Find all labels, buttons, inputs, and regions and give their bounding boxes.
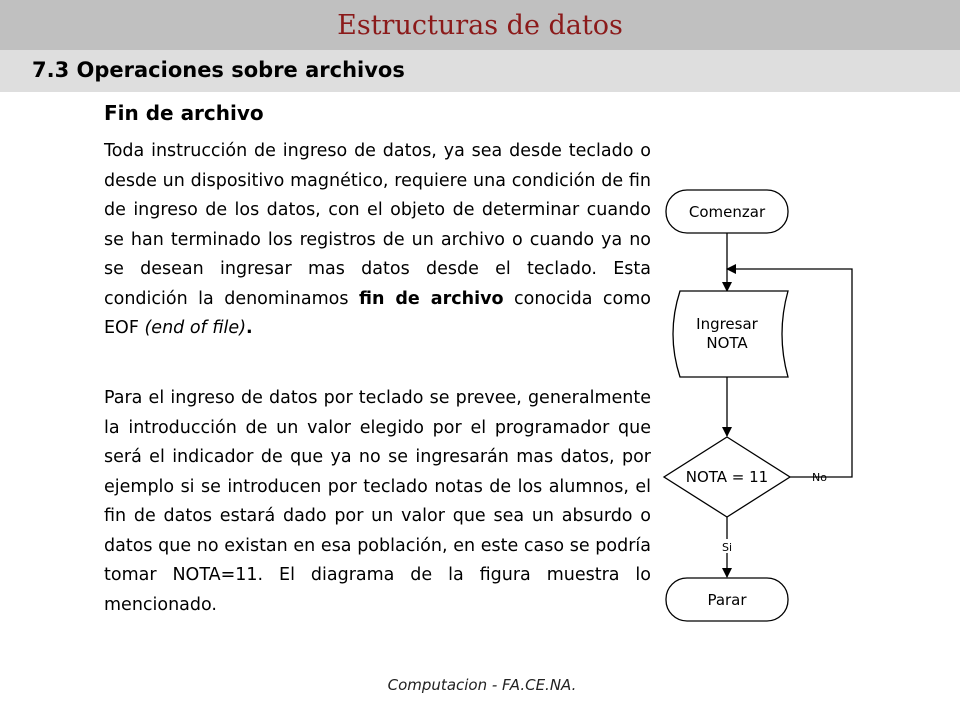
- slide-title: Estructuras de datos: [337, 9, 623, 41]
- yes-label: Si: [721, 541, 733, 554]
- input-label-line1: Ingresar: [696, 315, 758, 333]
- p1-italic-term: (end of file): [144, 318, 247, 338]
- section-title: 7.3 Operaciones sobre archivos: [32, 58, 405, 82]
- p1-text: Toda instrucción de ingreso de datos, ya sea desde teclado o desde un dispositivo magnético, requiere una condición de fin de ingreso de los datos, con el objeto de determinar cuando se han terminado los registros de un archivo o cuando ya no se desean ingresar mas datos desde el teclado. Esta condición la denominamos: [104, 141, 651, 309]
- footer: [0, 676, 960, 694]
- p1-mid: conocida como EOF: [104, 288, 651, 338]
- input-label-line2: NOTA: [706, 334, 748, 352]
- paragraph-keyboard: Para el ingreso de datos por teclado se prevee, generalmente la introducción de un valor elegido por el programador que será el indicador de que ya no se ingresarán mas datos, por ejemplo si se introducen por teclado notas de los alumnos, el fin de datos estará dado por un valor que sea un absurdo o datos que no existan en esa población, en este caso se podría tomar NOTA=11. El diagrama de la figura muestra lo mencionado.: [104, 388, 651, 615]
- p1-end: .: [246, 318, 253, 338]
- p1-bold-term: fin de archivo: [358, 288, 504, 309]
- no-label: No: [812, 471, 827, 484]
- footer-text: Computacion - FA.CE.NA.: [387, 676, 577, 694]
- end-label: Parar: [707, 591, 747, 609]
- start-label: Comenzar: [688, 203, 766, 221]
- decision-label: NOTA = 11: [685, 468, 769, 486]
- subtitle: Fin de archivo: [104, 101, 264, 125]
